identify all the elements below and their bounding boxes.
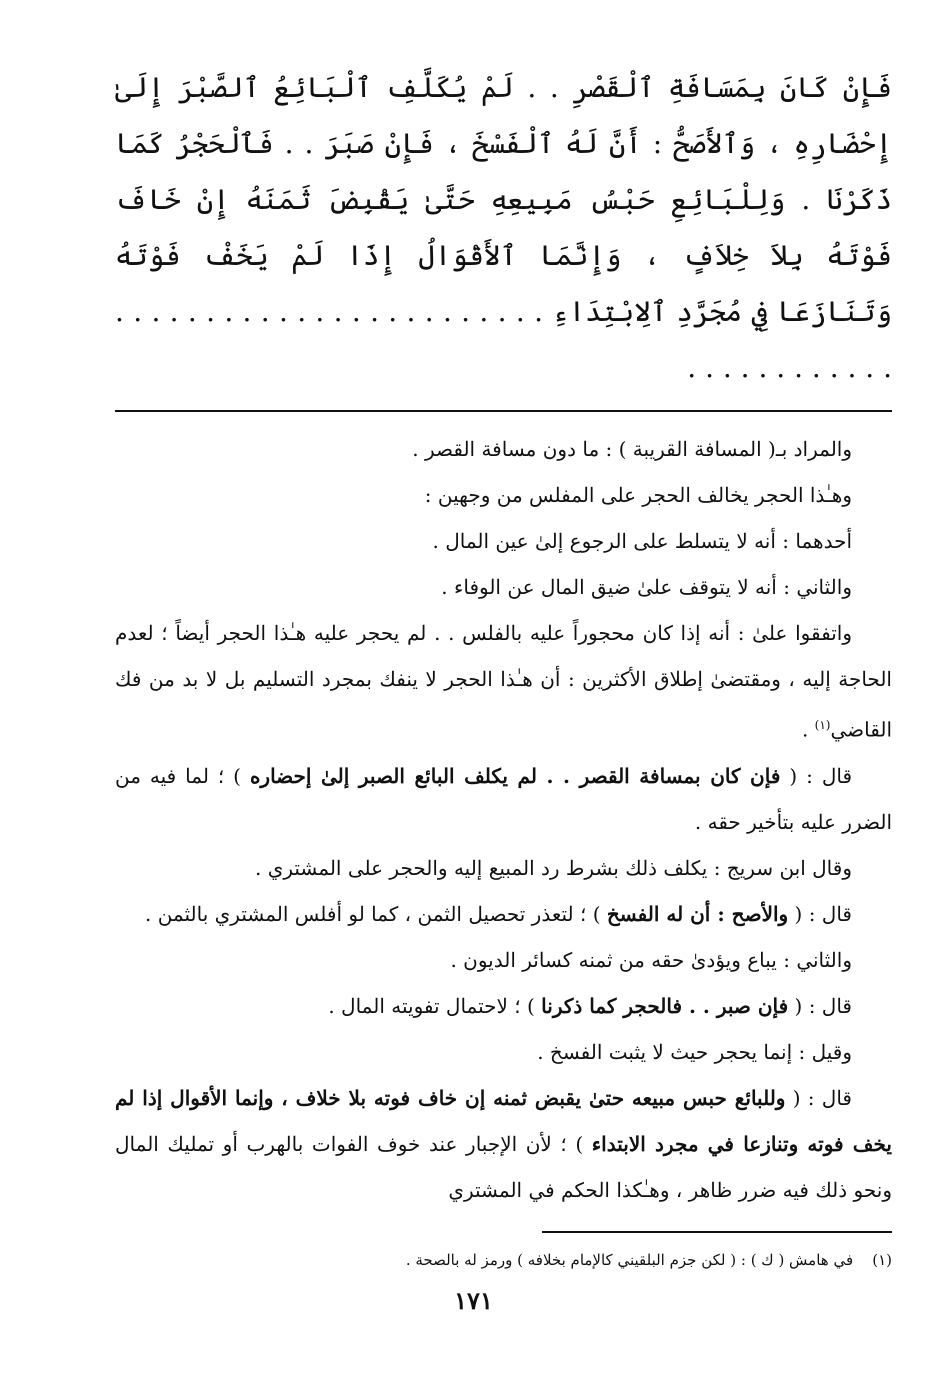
sharh-commentary bbox=[115, 426, 892, 1213]
matn-separator bbox=[115, 410, 892, 412]
sharh-paragraph bbox=[115, 426, 892, 472]
matn-dots: . . . . . . . . . . . . . . . . . . . . . . . . . . . . . . . . . . . bbox=[115, 295, 892, 384]
sharh-paragraph bbox=[115, 1075, 892, 1213]
page-number: ١٧١ bbox=[454, 1286, 493, 1315]
matn-main: فَإِنْ كَانَ بِمَسَافَةِ ٱلْقَصْرِ . . لَمْ يُكَلَّفِ ٱلْبَائِعُ ٱلصَّبْرَ إِلَىٰ إِحْضَارِهِ ، وَٱلأَصَحُّ : أَنَّ لَهُ ٱلْفَسْخَ ، فَإِنْ صَبَرَ . . فَٱلْحَجْرُ كَمَا ذَكَرْنَا . وَلِلْبَائِعِ حَبْسُ مَبِيعِهِ حَتَّىٰ يَقْبِضَ ثَمَنَهُ إِنْ خَافَ فَوْتَهُ بِلاَ خِلاَفٍ ، وَإِنَّمَا ٱلأَقْوَالُ إِذَا لَمْ يَخَفْ فَوْتَهُ وَتَنَازَعَا فِي مُجَرَّدِ ٱلِابْتِدَاءِ . bbox=[115, 71, 892, 328]
quoted-matn: فإن صبر . . فالحجر كما ذكرنا bbox=[541, 993, 789, 1018]
paragraph-text: ) ؛ لأن الإجبار عند خوف الفوات بالهرب أو تمليك المال ونحو ذلك فيه ضرر ظاهر ، وهـٰكذا الحكم في المشتري bbox=[115, 1131, 892, 1202]
footnote bbox=[115, 1245, 892, 1275]
footnote-separator bbox=[542, 1231, 892, 1233]
paragraph-text: أحدهما : أنه لا يتسلط على الرجوع إلىٰ عين المال . bbox=[432, 529, 852, 553]
sharh-paragraph bbox=[115, 983, 892, 1029]
sharh-paragraph bbox=[115, 937, 892, 983]
paragraph-text: قال : ( bbox=[788, 993, 852, 1018]
paragraph-text: ) ؛ لاحتمال تفويته المال . bbox=[328, 993, 542, 1018]
footnote-reference[interactable]: (١) bbox=[814, 718, 831, 732]
sharh-paragraph bbox=[115, 518, 892, 564]
matn-text bbox=[115, 60, 892, 396]
paragraph-text: ) ؛ لما فيه من الضرر عليه بتأخير حقه . bbox=[115, 763, 892, 834]
paragraph-text: واتفقوا علىٰ : أنه إذا كان محجوراً عليه بالفلس . . لم يحجر عليه هـٰذا الحجر أيضاً ؛ لعدم الحاجة إليه ، ومقتضىٰ إطلاق الأكثرين : أن هـٰذا الحجر لا ينفك بمجرد التسليم بل لا بد من فك القاضي bbox=[115, 621, 892, 742]
page-body bbox=[115, 60, 892, 1275]
quoted-matn: والأصح : أن له الفسخ bbox=[606, 901, 789, 926]
paragraph-text: قال : ( bbox=[780, 763, 852, 788]
quoted-matn: وللبائع حبس مبيعه حتىٰ يقبض ثمنه إن خاف فوته بلا خلاف ، وإنما الأقوال إذا لم يخف فوته وتنازعا في مجرد الابتداء bbox=[115, 1085, 892, 1156]
quoted-matn: فإن كان بمسافة القصر . . لم يكلف البائع الصبر إلىٰ إحضاره bbox=[249, 763, 781, 788]
paragraph-text: وقيل : إنما يحجر حيث لا يثبت الفسخ . bbox=[537, 1039, 852, 1064]
sharh-paragraph bbox=[115, 564, 892, 610]
paragraph-text: ) ؛ لتعذر تحصيل الثمن ، كما لو أفلس المشتري بالثمن . bbox=[144, 901, 607, 926]
sharh-paragraph bbox=[115, 753, 892, 845]
sharh-paragraph bbox=[115, 891, 892, 937]
paragraph-text: والثاني : يباع ويؤدىٰ حقه من ثمنه كسائر الديون . bbox=[450, 947, 852, 972]
paragraph-text: . bbox=[801, 717, 815, 742]
footnote-number: (١) bbox=[872, 1250, 892, 1269]
sharh-paragraph bbox=[115, 1029, 892, 1075]
paragraph-text: والثاني : أنه لا يتوقف علىٰ ضيق المال عن الوفاء . bbox=[441, 575, 852, 599]
footnote-text: في هامش ( ك ) : ( لكن جزم البلقيني كالإمام بخلافه ) ورمز له بالصحة . bbox=[405, 1250, 854, 1269]
sharh-paragraph bbox=[115, 610, 892, 753]
paragraph-text: وقال ابن سريج : يكلف ذلك بشرط رد المبيع إليه والحجر على المشتري . bbox=[254, 855, 852, 880]
paragraph-text: قال : ( bbox=[788, 901, 852, 926]
paragraph-text: قال : ( bbox=[785, 1085, 852, 1110]
paragraph-text: والمراد بـ( المسافة القريبة ) : ما دون مسافة القصر . bbox=[412, 437, 852, 461]
sharh-paragraph bbox=[115, 845, 892, 891]
paragraph-text: وهـٰذا الحجر يخالف الحجر على المفلس من وجهين : bbox=[424, 483, 852, 507]
sharh-paragraph bbox=[115, 472, 892, 518]
